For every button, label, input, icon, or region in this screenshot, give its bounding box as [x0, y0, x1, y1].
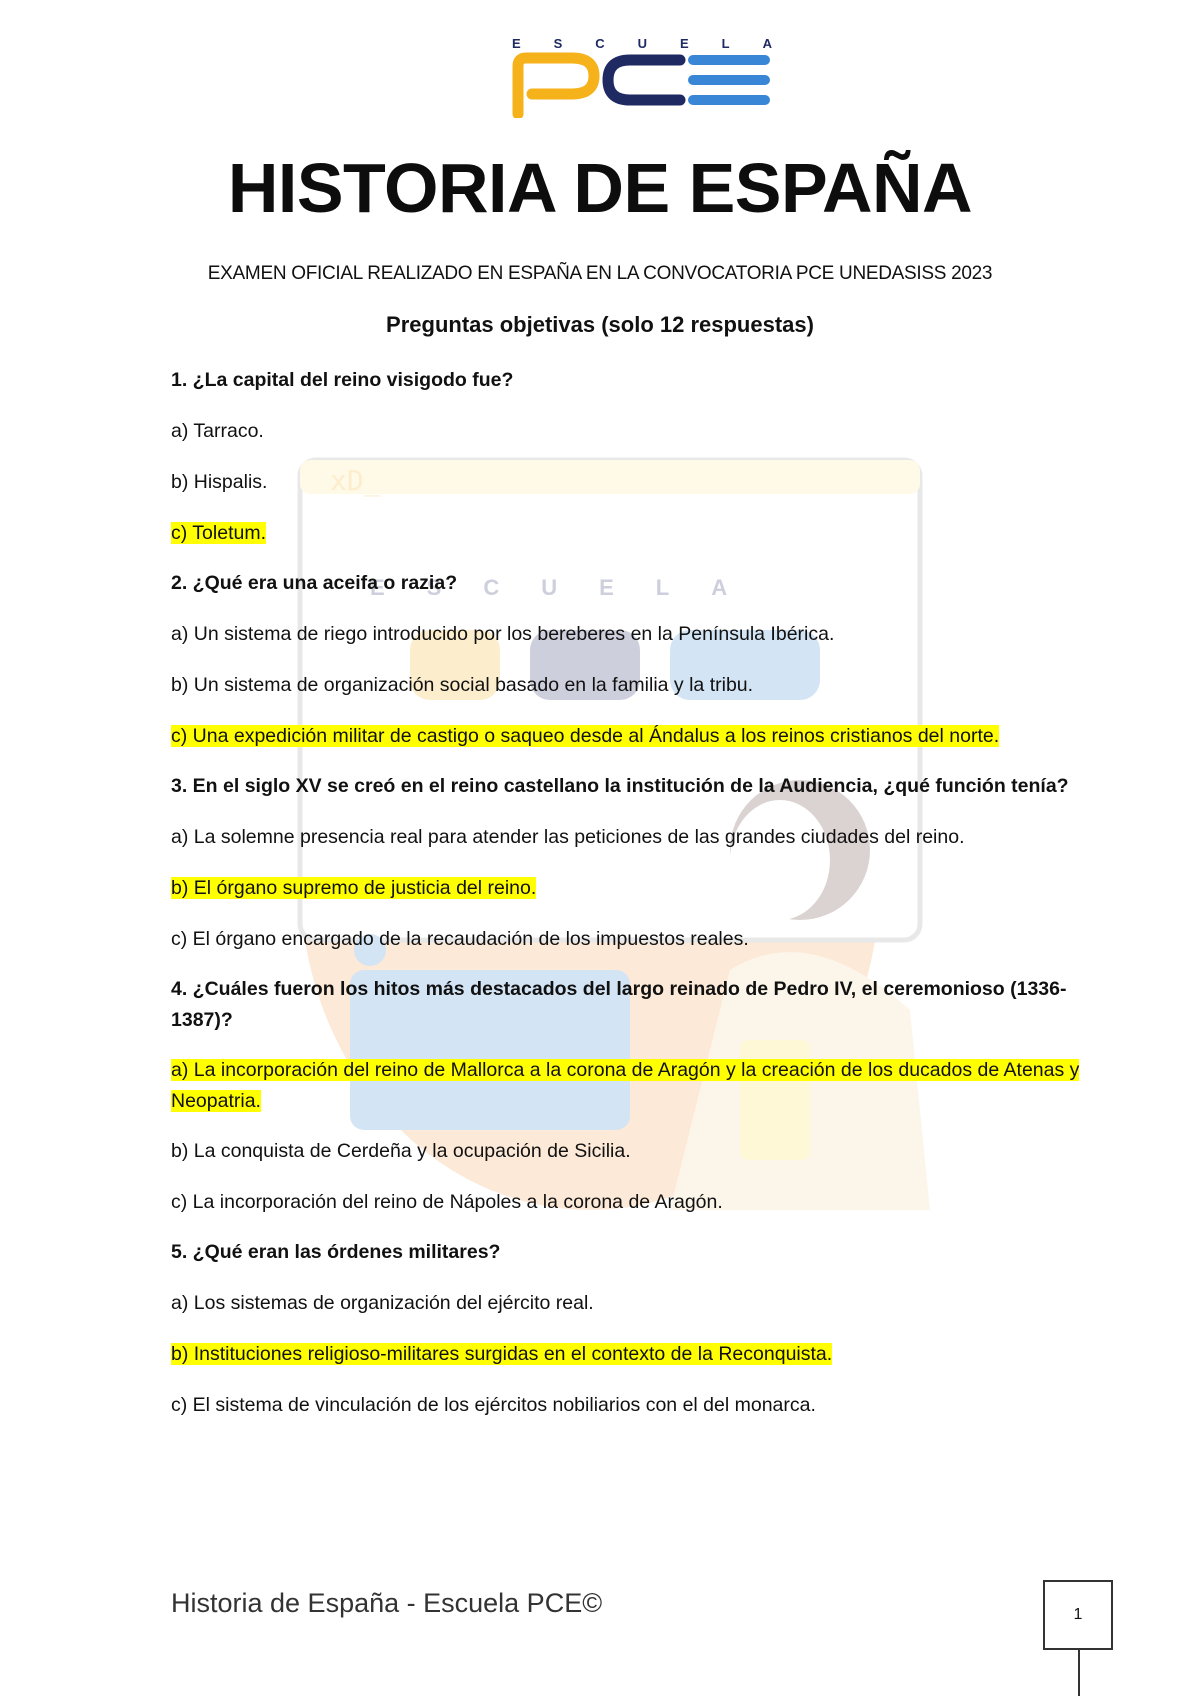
answer-1c-correct [171, 518, 1117, 549]
question-1: 1. ¿La capital del reino visigodo fue? [171, 369, 514, 391]
logo-mark [512, 36, 772, 118]
page-number-box [1043, 1580, 1113, 1650]
answer-highlight: a) La incorporación del reino de Mallorca a la corona de Aragón y la creación de los ducados de Atenas y Neopatria. [171, 1059, 1080, 1112]
question-5: 5. ¿Qué eran las órdenes militares? [171, 1241, 501, 1263]
question-3: 3. En el siglo XV se creó en el reino castellano la institución de la Audiencia, ¿qué función tenía? [171, 775, 1069, 797]
answer-3b-correct [171, 873, 1117, 904]
page-title: HISTORIA DE ESPAÑA [227, 149, 973, 227]
logo-letter: U [637, 36, 648, 51]
logo-letter: E [680, 36, 689, 51]
answer-highlight: c) Toletum. [171, 522, 267, 544]
answer-3c: c) El órgano encargado de la recaudación de los impuestos reales. [171, 928, 749, 950]
logo-letter: C [595, 36, 605, 51]
logo-letter: L [721, 36, 730, 51]
logo-letter: A [762, 36, 772, 51]
page-number-line [1078, 1650, 1080, 1696]
answer-highlight: b) Instituciones religioso-militares surgidas en el contexto de la Reconquista. [171, 1343, 833, 1365]
question-4: 4. ¿Cuáles fueron los hitos más destacados del largo reinado de Pedro IV, el ceremonioso (1336-1387)? [171, 978, 1067, 1031]
logo-letter: E [512, 36, 521, 51]
answer-highlight: b) El órgano supremo de justicia del reino. [171, 877, 537, 899]
svg-text:xD_: xD_ [330, 464, 381, 497]
answer-2b: b) Un sistema de organización social basado en la familia y la tribu. [171, 674, 754, 696]
answer-4c: c) La incorporación del reino de Nápoles a la corona de Aragón. [171, 1191, 723, 1213]
question-2: 2. ¿Qué era una aceifa o razia? [171, 572, 458, 594]
answer-highlight: c) Una expedición militar de castigo o saqueo desde al Ándalus a los reinos cristianos del norte. [171, 725, 1000, 747]
page-number: 1 [1073, 1606, 1083, 1623]
exam-subtitle: EXAMEN OFICIAL REALIZADO EN ESPAÑA EN LA CONVOCATORIA PCE UNEDASISS 2023 [207, 263, 993, 284]
answer-1b: b) Hispalis. [171, 471, 268, 493]
answer-4b: b) La conquista de Cerdeña y la ocupación de Sicilia. [171, 1140, 631, 1162]
answer-5a: a) Los sistemas de organización del ejército real. [171, 1292, 594, 1314]
answer-3a: a) La solemne presencia real para atender las peticiones de las grandes ciudades del reino. [171, 826, 965, 848]
answer-2a: a) Un sistema de riego introducido por los bereberes en la Península Ibérica. [171, 623, 835, 645]
answer-4a-correct [171, 1055, 1117, 1117]
escuela-pce-logo [512, 36, 772, 118]
answer-2c-correct [171, 721, 1117, 752]
answer-5b-correct [171, 1339, 1117, 1370]
svg-text:ESCUELA: ESCUELA [370, 575, 770, 600]
answer-1a: a) Tarraco. [171, 420, 264, 442]
section-title: Preguntas objetivas (solo 12 respuestas) [386, 312, 814, 337]
answer-5c: c) El sistema de vinculación de los ejércitos nobiliarios con el del monarca. [171, 1394, 816, 1416]
footer-text: Historia de España - Escuela PCE© [171, 1588, 603, 1618]
logo-letter: S [553, 36, 563, 51]
